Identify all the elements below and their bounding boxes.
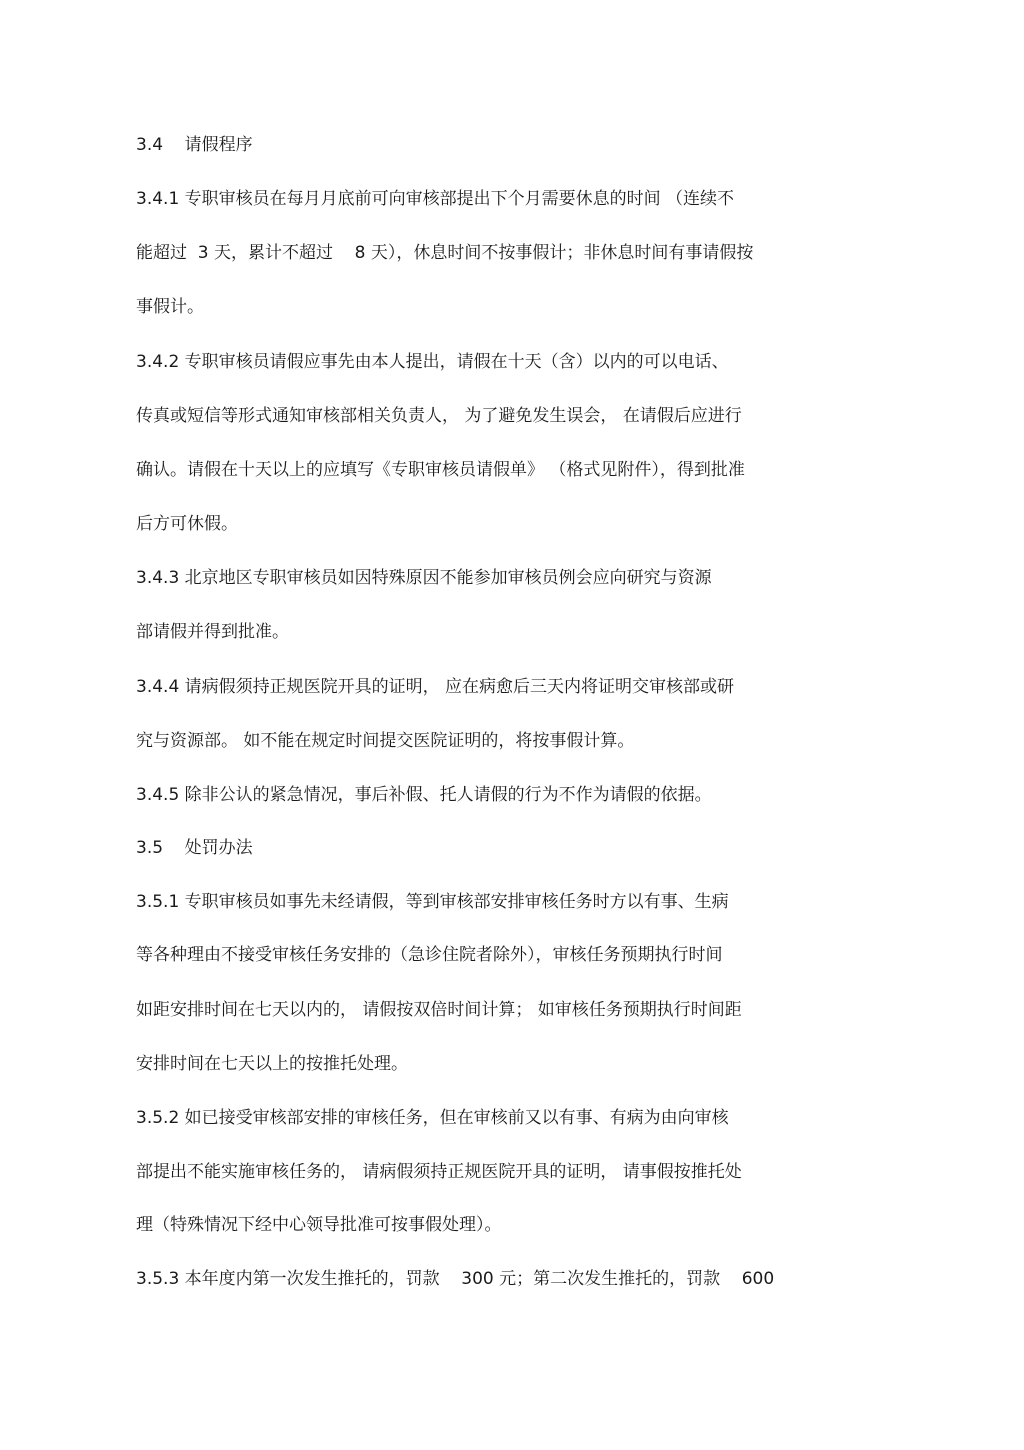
text-line: 确认。请假在十天以上的应填写《专职审核员请假单》 （格式见附件），得到批准 xyxy=(136,460,745,480)
text-line: 传真或短信等形式通知审核部相关负责人， 为了避免发生误会， 在请假后应进行 xyxy=(136,406,742,426)
text-line: 3.4.5 除非公认的紧急情况，事后补假、托人请假的行为不作为请假的依据。 xyxy=(136,785,712,805)
text-line: 理（特殊情况下经中心领导批准可按事假处理）。 xyxy=(136,1215,502,1235)
text-line: 3.5.3 本年度内第一次发生推托的，罚款 300 元；第二次发生推托的，罚款 600 xyxy=(136,1269,775,1289)
text-line: 部请假并得到批准。 xyxy=(136,622,289,642)
text-line: 能超过 3 天，累计不超过 8 天），休息时间不按事假计；非休息时间有事请假按 xyxy=(136,243,754,263)
section-heading-3-5: 3.5 处罚办法 xyxy=(136,838,253,858)
text-line: 事假计。 xyxy=(136,297,204,317)
text-line: 等各种理由不接受审核任务安排的（急诊住院者除外），审核任务预期执行时间 xyxy=(136,945,723,965)
text-line: 安排时间在七天以上的按推托处理。 xyxy=(136,1054,408,1074)
text-line: 部提出不能实施审核任务的， 请病假须持正规医院开具的证明， 请事假按推托处 xyxy=(136,1162,742,1182)
section-heading-3-4: 3.4 请假程序 xyxy=(136,135,253,155)
text-line: 后方可休假。 xyxy=(136,514,238,534)
text-line: 3.4.4 请病假须持正规医院开具的证明， 应在病愈后三天内将证明交审核部或研 xyxy=(136,677,735,697)
text-line: 3.4.2 专职审核员请假应事先由本人提出，请假在十天（含）以内的可以电话、 xyxy=(136,352,729,372)
text-line: 如距安排时间在七天以内的， 请假按双倍时间计算； 如审核任务预期执行时间距 xyxy=(136,1000,742,1020)
text-line: 3.4.1 专职审核员在每月月底前可向审核部提出下个月需要休息的时间 （连续不 xyxy=(136,189,735,209)
text-line: 3.4.3 北京地区专职审核员如因特殊原因不能参加审核员例会应向研究与资源 xyxy=(136,568,712,588)
text-line: 3.5.1 专职审核员如事先未经请假，等到审核部安排审核任务时方以有事、生病 xyxy=(136,892,729,912)
text-line: 3.5.2 如已接受审核部安排的审核任务，但在审核前又以有事、有病为由向审核 xyxy=(136,1108,729,1128)
text-line: 究与资源部。 如不能在规定时间提交医院证明的，将按事假计算。 xyxy=(136,731,635,751)
